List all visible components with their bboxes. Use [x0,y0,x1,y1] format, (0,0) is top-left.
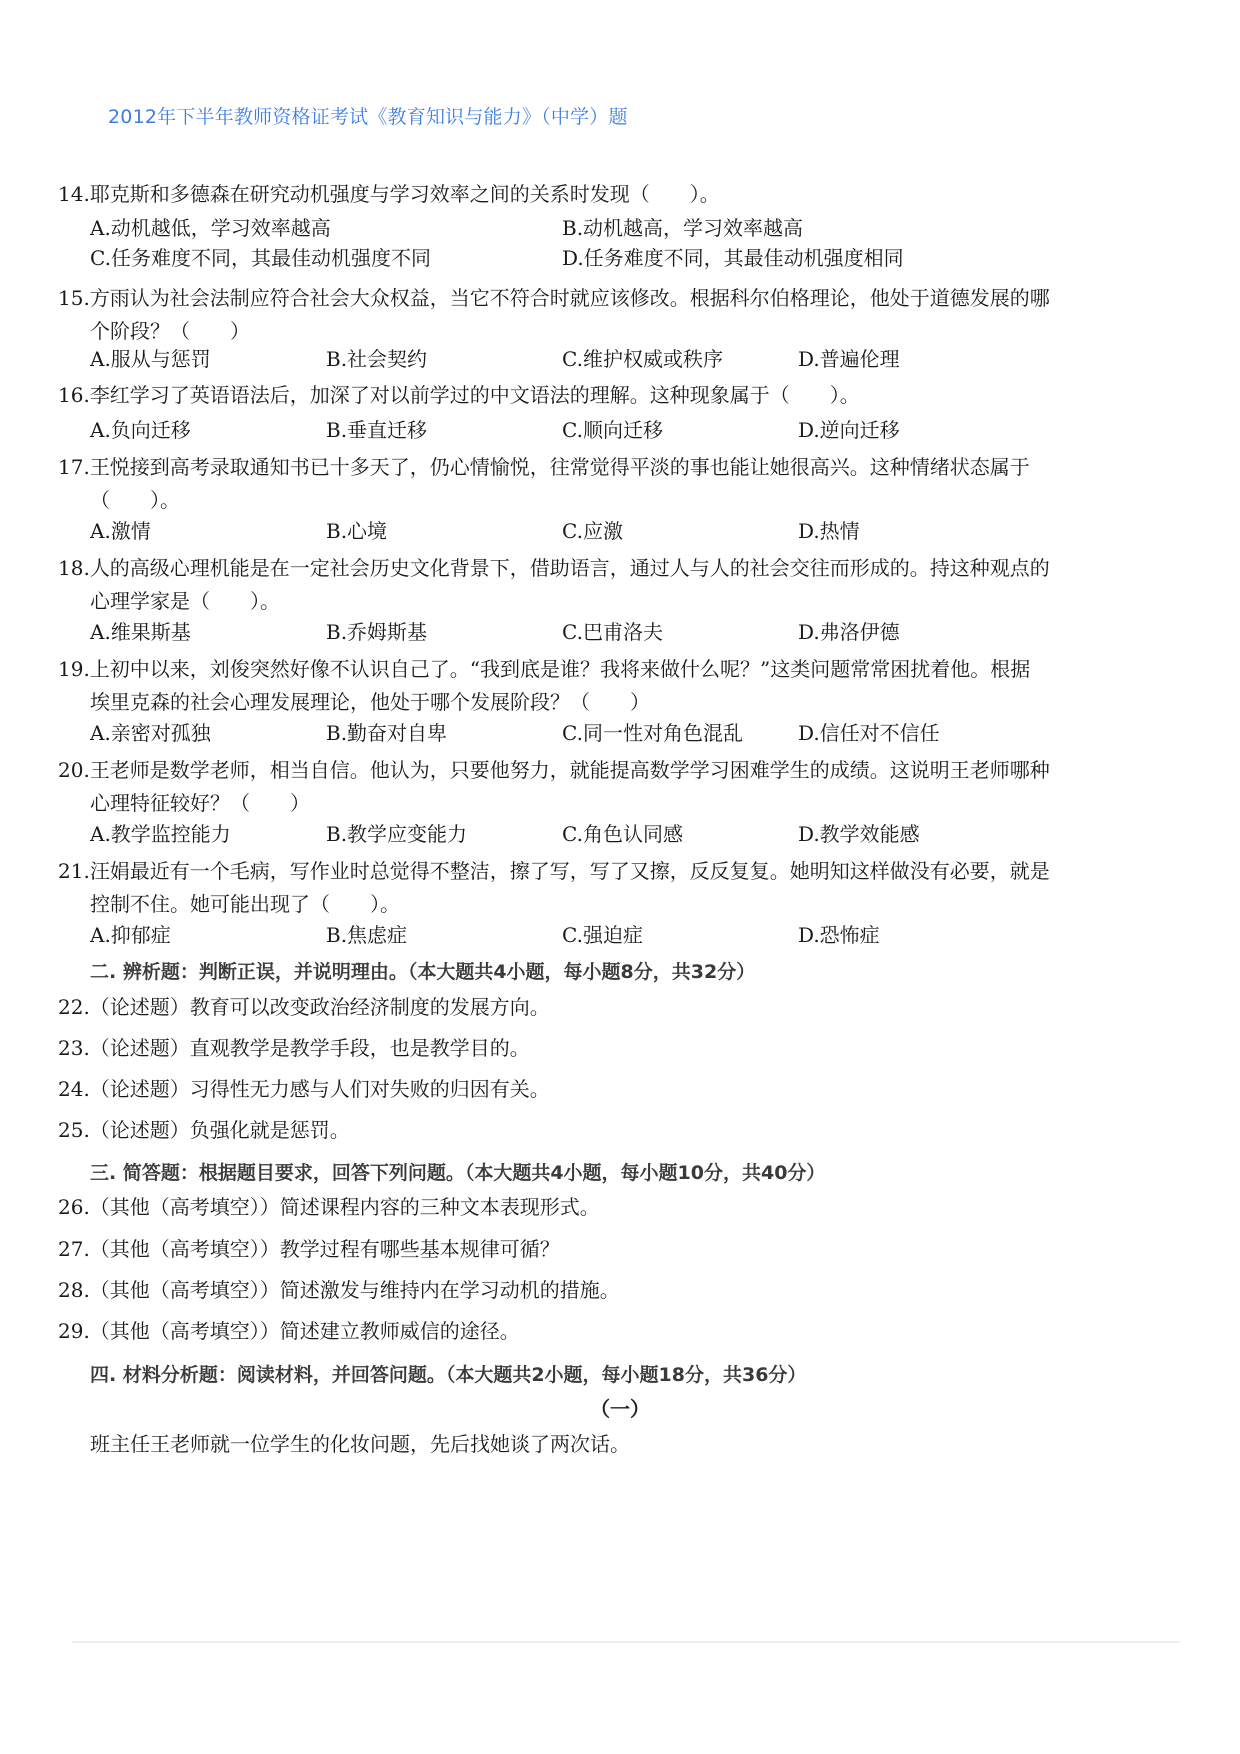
question-stem: 20.王老师是数学老师，相当自信。他认为，只要他努力，就能提高数学学习困难学生的成绩。这说明王老师哪种 [58,758,1050,782]
question-stem-continued: 个阶段？（ ） [90,319,250,343]
question-19-options [90,717,1170,750]
question-stem-continued: 心理学家是（ ）。 [90,589,280,613]
option-b[interactable]: B.社会契约 [326,347,428,371]
option-a[interactable]: A.抑郁症 [90,923,171,947]
question-20 [58,754,1158,820]
option-a[interactable]: A.负向迁移 [90,418,191,442]
option-a[interactable]: A.教学监控能力 [90,822,231,846]
question-stem: 19.上初中以来，刘俊突然好像不认识自己了。“我到底是谁？我将来做什么呢？”这类问题常常困扰着他。根据 [58,657,1031,681]
option-c[interactable]: C.应激 [562,519,623,543]
section-4-heading: 四. 材料分析题：阅读材料，并回答问题。（本大题共2小题，每小题18分，共36分） [90,1364,807,1386]
question-26: 26.（其他（高考填空））简述课程内容的三种文本表现形式。 [58,1195,600,1219]
option-b[interactable]: B.乔姆斯基 [326,620,428,644]
question-18 [58,552,1158,618]
option-a[interactable]: A.激情 [90,519,151,543]
option-d[interactable]: D.教学效能感 [798,822,920,846]
option-d[interactable]: D.逆向迁移 [798,418,900,442]
option-c[interactable]: C.角色认同感 [562,822,683,846]
option-c[interactable]: C.维护权威或秩序 [562,347,723,371]
option-d[interactable]: D.弗洛伊德 [798,620,900,644]
question-stem-continued: 心理特征较好？（ ） [90,791,310,815]
question-17-options [90,515,1170,548]
option-a[interactable]: A.亲密对孤独 [90,721,211,745]
question-stem: 15.方雨认为社会法制应符合社会大众权益，当它不符合时就应该修改。根据科尔伯格理论，他处于道德发展的哪 [58,286,1050,310]
question-18-options [90,616,1170,649]
question-17 [58,451,1158,517]
option-c[interactable]: C.任务难度不同，其最佳动机强度不同 [90,246,431,270]
option-d[interactable]: D.任务难度不同，其最佳动机强度相同 [562,246,904,270]
option-c[interactable]: C.顺向迁移 [562,418,663,442]
question-14-options [90,212,1170,278]
option-a[interactable]: A.维果斯基 [90,620,191,644]
question-22: 22.（论述题）教育可以改变政治经济制度的发展方向。 [58,995,550,1019]
question-stem: 16.李红学习了英语语法后，加深了对以前学过的中文语法的理解。这种现象属于（ ）。 [58,383,860,407]
page-divider [72,1641,1180,1643]
question-16-options [90,414,1170,447]
option-c[interactable]: C.同一性对角色混乱 [562,721,743,745]
section-2-heading: 二. 辨析题：判断正误，并说明理由。（本大题共4小题，每小题8分，共32分） [90,961,756,983]
question-29: 29.（其他（高考填空））简述建立教师威信的途径。 [58,1319,520,1343]
question-stem: 18.人的高级心理机能是在一定社会历史文化背景下，借助语言，通过人与人的社会交往而形成的。持这种观点的 [58,556,1050,580]
question-19 [58,653,1158,719]
material-paragraph: 班主任王老师就一位学生的化妆问题，先后找她谈了两次话。 [90,1432,630,1456]
option-c[interactable]: C.巴甫洛夫 [562,620,663,644]
question-stem: 17.王悦接到高考录取通知书已十多天了，仍心情愉悦，往常觉得平淡的事也能让她很高兴。这种情绪状态属于 [58,455,1030,479]
question-14 [58,178,1158,211]
option-a[interactable]: A.服从与惩罚 [90,347,211,371]
option-b[interactable]: B.心境 [326,519,388,543]
option-b[interactable]: B.教学应变能力 [326,822,468,846]
question-21 [58,855,1158,921]
question-28: 28.（其他（高考填空））简述激发与维持内在学习动机的措施。 [58,1278,620,1302]
option-c[interactable]: C.强迫症 [562,923,643,947]
question-25: 25.（论述题）负强化就是惩罚。 [58,1118,350,1142]
question-stem-continued: 控制不住。她可能出现了（ ）。 [90,892,400,916]
question-16 [58,379,1158,412]
question-27: 27.（其他（高考填空））教学过程有哪些基本规律可循？ [58,1237,560,1261]
question-stem: 21.汪娟最近有一个毛病，写作业时总觉得不整洁，擦了写，写了又擦，反反复复。她明知这样做没有必要，就是 [58,859,1050,883]
question-23: 23.（论述题）直观教学是教学手段，也是教学目的。 [58,1036,530,1060]
material-subheading: （一） [590,1397,650,1421]
question-15-options [90,343,1170,376]
question-stem-continued: 埃里克森的社会心理发展理论，他处于哪个发展阶段？（ ） [90,690,650,714]
option-b[interactable]: B.勤奋对自卑 [326,721,448,745]
option-a[interactable]: A.动机越低，学习效率越高 [90,216,331,240]
question-21-options [90,919,1170,952]
option-d[interactable]: D.热情 [798,519,860,543]
question-20-options [90,818,1170,851]
option-d[interactable]: D.信任对不信任 [798,721,940,745]
section-3-heading: 三. 简答题：根据题目要求，回答下列问题。（本大题共4小题，每小题10分，共40分） [90,1162,826,1184]
question-stem: 14.耶克斯和多德森在研究动机强度与学习效率之间的关系时发现（ ）。 [58,182,720,206]
document-title: 2012年下半年教师资格证考试《教育知识与能力》（中学）题 [108,106,628,128]
question-stem-continued: （ ）。 [90,488,180,512]
option-d[interactable]: D.恐怖症 [798,923,880,947]
option-b[interactable]: B.垂直迁移 [326,418,428,442]
question-24: 24.（论述题）习得性无力感与人们对失败的归因有关。 [58,1077,550,1101]
option-b[interactable]: B.动机越高，学习效率越高 [562,216,804,240]
option-d[interactable]: D.普遍伦理 [798,347,900,371]
question-15 [58,282,1158,348]
option-b[interactable]: B.焦虑症 [326,923,408,947]
